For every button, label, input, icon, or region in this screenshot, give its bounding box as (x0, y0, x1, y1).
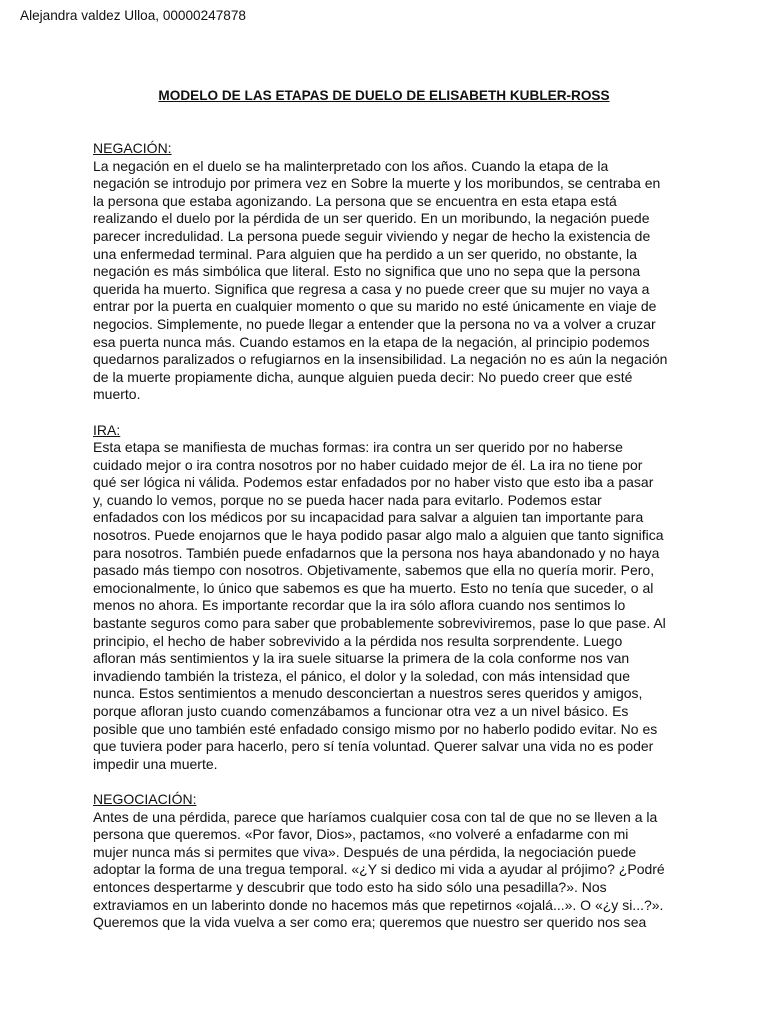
paragraph-line: parecer incredulidad. La persona puede seguir viviendo y negar de hecho la existencia de (93, 227, 651, 244)
paragraph-line: y, cuando lo vemos, porque no se pueda hacer nada para evitarlo. Podemos estar (93, 491, 602, 508)
document-body (93, 140, 693, 949)
paragraph-line: negocios. Simplemente, no puede llegar a entender que la persona no va a volver a cruzar (93, 315, 656, 332)
section-heading: NEGOCIACIÓN: (93, 790, 197, 807)
section-heading: IRA: (93, 421, 121, 438)
paragraph-line: invadiendo también la tristeza, el pánico, el dolor y la soledad, con más intensidad que (93, 667, 630, 684)
author-name: Alejandra valdez Ulloa, 00000247878 (20, 8, 246, 23)
paragraph-line: realizando el duelo por la pérdida de un ser querido. En un moribundo, la negación puede (93, 210, 650, 227)
paragraph-line: La negación en el duelo se ha malinterpretado con los años. Cuando la etapa de la (93, 157, 609, 174)
paragraph-line: entonces despertarme y descubrir que todo esto ha sido sólo una pesadilla?». Nos (93, 878, 607, 895)
section-negacion (93, 140, 693, 404)
paragraph-line: una enfermedad terminal. Para alguien que ha perdido a un ser querido, no obstante, la (93, 245, 638, 262)
paragraph-line: negación se introdujo por primera vez en Sobre la muerte y los moribundos, se centraba en (93, 175, 661, 192)
paragraph-line: posible que uno también esté enfadado consigo mismo por no haberlo podido evitar. No es (93, 720, 658, 737)
paragraph-line: menos no ahora. Es importante recordar que la ira sólo aflora cuando nos sentimos lo (93, 597, 626, 614)
paragraph-line: afloran más sentimientos y la ira suele situarse la primera de la cola conforme nos van (93, 650, 630, 667)
section-ira (93, 422, 693, 774)
paragraph-line: para nosotros. También puede enfadarnos que la persona nos haya abandonado y no haya (93, 544, 660, 561)
paragraph-line: nunca. Estos sentimientos a menudo desconciertan a nuestros seres queridos y amigos, (93, 685, 643, 702)
section-heading: NEGACIÓN: (93, 140, 172, 156)
document-title: MODELO DE LAS ETAPAS DE DUELO DE ELISABETH KUBLER-ROSS (158, 88, 610, 103)
paragraph-line: la persona que estaba agonizando. La persona que se encuentra en esta etapa está (93, 192, 617, 209)
paragraph-line: esa puerta nunca más. Cuando estamos en la etapa de la negación, al principio podemos (93, 333, 650, 350)
paragraph-line: impedir una muerte. (93, 755, 218, 772)
paragraph-line: Esta etapa se manifiesta de muchas formas: ira contra un ser querido por no haberse (93, 439, 623, 456)
paragraph-line: enfadados con los médicos por su incapacidad para salvar a alguien tan importante para (93, 509, 644, 526)
paragraph-line: cuidado mejor o ira contra nosotros por no haber cuidado mejor de él. La ira no tiene por (93, 456, 643, 473)
paragraph-line: principio, el hecho de haber sobrevivido a la pérdida nos resulta sorprendente. Luego (93, 632, 623, 649)
paragraph-line: Queremos que la vida vuelva a ser como era; queremos que nuestro ser querido nos sea (93, 914, 647, 931)
paragraph-line: entrar por la puerta en cualquier momento o que su marido no esté únicamente en viaje de (93, 298, 657, 315)
section-negociacion (93, 791, 693, 932)
paragraph-line: bastante seguros como para saber que probablemente sobreviviremos, pase lo que pase. Al (93, 615, 666, 632)
paragraph-line: qué ser lógica ni válida. Podemos estar enfadados por no haber visto que esto iba a pasar (93, 474, 654, 491)
paragraph-line: querida ha muerto. Significa que regresa a casa y no puede creer que su mujer no vaya a (93, 280, 650, 297)
paragraph-line: pasado más tiempo con nosotros. Objetivamente, sabemos que ella no quería morir. Pero, (93, 562, 655, 579)
paragraph-line: negación es más simbólica que literal. Esto no significa que uno no sepa que la persona (93, 263, 641, 280)
paragraph-line: adoptar la forma de una tregua temporal. «¿Y si dedico mi vida a ayudar al prójimo? ¿Podré (93, 861, 665, 878)
paragraph-line: emocionalmente, lo único que sabemos es que ha muerto. Esto no tenía que suceder, o al (93, 579, 654, 596)
paragraph-line: que tuviera poder para hacerlo, pero sí tenía voluntad. Querer salvar una vida no es poder (93, 738, 654, 755)
paragraph-line: quedarnos paralizados o refugiarnos en la insensibilidad. La negación no es aún la negación (93, 351, 668, 368)
paragraph-line: mujer nunca más si permites que viva». Después de una pérdida, la negociación puede (93, 843, 637, 860)
paragraph-line: de la muerte propiamente dicha, aunque alguien pueda decir: No puedo creer que esté (93, 368, 633, 385)
paragraph-line: extraviamos en un laberinto donde no hacemos más que repetirnos «ojalá...». O «¿y si...?». (93, 896, 664, 913)
paragraph-line: porque afloran justo cuando comenzábamos a funcionar otra vez a un nivel básico. Es (93, 703, 629, 719)
paragraph-line: Antes de una pérdida, parece que haríamos cualquier cosa con tal de que no se lleven a la (93, 808, 658, 825)
paragraph-line: muerto. (93, 386, 141, 403)
paragraph-line: persona que queremos. «Por favor, Dios», pactamos, «no volveré a enfadarme con mi (93, 826, 629, 843)
paragraph-line: nosotros. Puede enojarnos que le haya podido pasar algo malo a alguien que tanto significa (93, 527, 664, 544)
